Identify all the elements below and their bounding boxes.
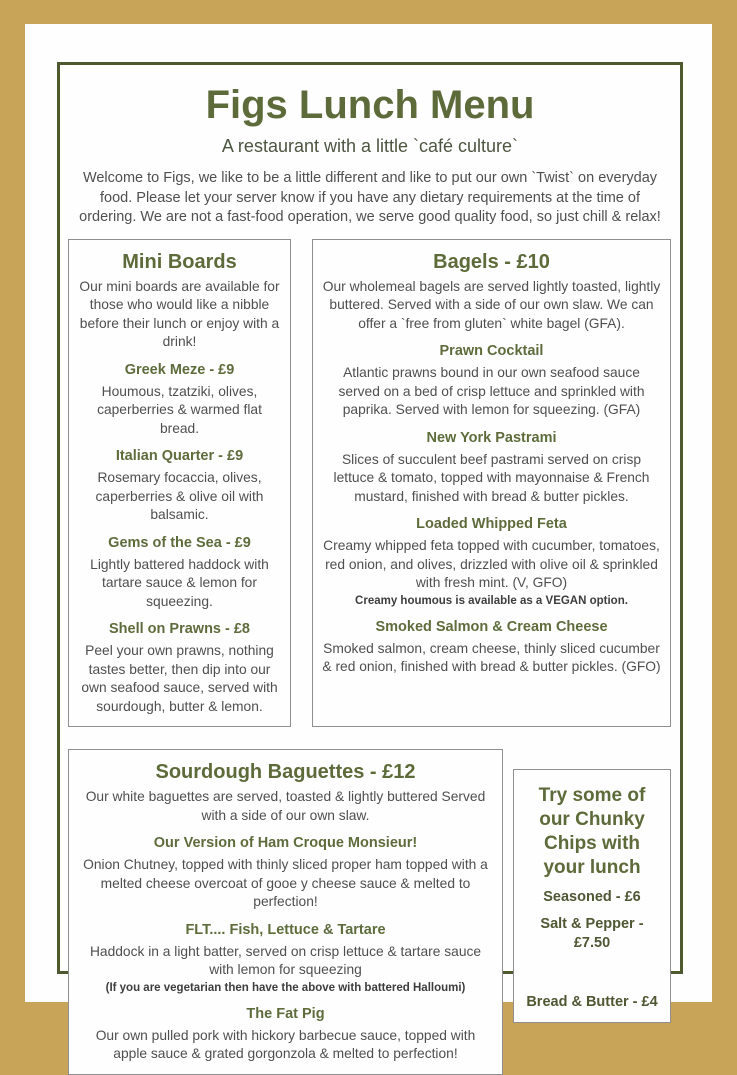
- section-sourdough-baguettes: [68, 749, 503, 1075]
- menu-item-description: Our own pulled pork with hickory barbecue sauce, topped with apple sauce & grated gorgonzola & melted to perfection!: [95, 1027, 476, 1061]
- menu-item-name: Salt & Pepper - £7.50: [540, 916, 644, 951]
- menu-item-description: Lightly battered haddock with tartare sauce & lemon for squeezing.: [90, 556, 269, 609]
- menu-item: [77, 1005, 494, 1064]
- menu-item-name: Shell on Prawns - £8: [108, 621, 250, 637]
- menu-item-note: (If you are vegetarian then have the above with battered Halloumi): [105, 981, 466, 994]
- menu-item: [321, 342, 662, 420]
- section-description: Our wholemeal bagels are served lightly toasted, lightly buttered. Served with a side of our own slaw. We can offer a `free from gluten` white bagel (GFA).: [322, 278, 661, 331]
- intro-text: Welcome to Figs, we like to be a little different and like to put our own `Twist` on everyday food. Please let your server know if you have any dietary requirements at the time of ordering. We are not a fast-food operation, we serve good quality food, so just chill & relax!: [79, 170, 661, 225]
- menu-item-name: Our Version of Ham Croque Monsieur!: [153, 835, 418, 851]
- menu-item: [77, 534, 282, 612]
- menu-item-name: Seasoned - £6: [543, 889, 641, 905]
- menu-page: [25, 24, 712, 1061]
- menu-item-name: Bread & Butter - £4: [526, 994, 658, 1010]
- menu-item-description: Creamy whipped feta topped with cucumber, tomatoes, red onion, and olives, drizzled with olive oil & sprinkled with fresh mint. (V, GFO): [323, 538, 660, 590]
- top-row: [60, 239, 680, 728]
- menu-item: [77, 834, 494, 912]
- menu-item: [77, 620, 282, 716]
- menu-item: [321, 515, 662, 609]
- menu-item-description: Haddock in a light batter, served on crisp lettuce & tartare sauce with lemon for squeezing: [89, 943, 482, 977]
- menu-item-name: Gems of the Sea - £9: [108, 534, 251, 551]
- section-title: Sourdough Baguettes - £12: [155, 761, 416, 783]
- menu-item-description: Atlantic prawns bound in our own seafood sauce served on a bed of crisp lettuce and sprinkled with paprika. Served with lemon for squeezing. (GFA): [338, 365, 645, 417]
- section-title: Bagels - £10: [433, 250, 550, 273]
- bottom-row: [60, 749, 680, 1075]
- menu-item: [77, 921, 494, 996]
- menu-item-description: Onion Chutney, topped with thinly sliced proper ham topped with a melted cheese overcoat of gooe y cheese sauce & melted to perfection!: [83, 857, 488, 909]
- menu-item-description: Houmous, tzatziki, olives, caperberries & warmed flat bread.: [97, 383, 262, 436]
- menu-header: [60, 65, 680, 228]
- menu-item-name: Prawn Cocktail: [439, 343, 544, 359]
- menu-item-description: Rosemary focaccia, olives, caperberries & olive oil with balsamic.: [95, 470, 264, 522]
- page-subtitle: A restaurant with a little `café culture`: [221, 136, 519, 156]
- section-bagels: [312, 239, 671, 728]
- menu-item-name: Italian Quarter - £9: [115, 448, 244, 464]
- menu-item: [321, 429, 662, 507]
- menu-item-description: Peel your own prawns, nothing tastes better, then dip into our own seafood sauce, served with sourdough, butter & lemon.: [81, 643, 278, 714]
- section-description: Our mini boards are available for those who would like a nibble before their lunch or enjoy with a drink!: [79, 278, 280, 349]
- menu-inner-frame: [57, 62, 683, 1061]
- menu-item-name: Smoked Salmon & Cream Cheese: [375, 618, 608, 635]
- section-title: Try some of our Chunky Chips with your lunch: [538, 785, 646, 878]
- menu-item-name: Greek Meze - £9: [124, 361, 235, 378]
- section-description: Our white baguettes are served, toasted & lightly buttered Served with a side of our own slaw.: [85, 789, 486, 823]
- menu-item: [321, 618, 662, 677]
- menu-item: [77, 447, 282, 525]
- menu-item-description: Slices of succulent beef pastrami served on crisp lettuce & tomato, topped with mayonnaise & French mustard, finished with bread & butter pickles.: [333, 451, 650, 504]
- menu-item-description: Smoked salmon, cream cheese, thinly sliced cucumber & red onion, finished with bread & butter pickles. (GFO): [322, 640, 661, 674]
- page-title: Figs Lunch Menu: [205, 83, 535, 127]
- menu-item-name: FLT.... Fish, Lettuce & Tartare: [185, 921, 386, 938]
- section-title: Mini Boards: [122, 250, 237, 273]
- menu-item-name: Loaded Whipped Feta: [416, 516, 567, 532]
- menu-item-note: Creamy houmous is available as a VEGAN option.: [355, 594, 628, 607]
- section-chunky-chips: [513, 769, 671, 1023]
- menu-item: [77, 361, 282, 439]
- menu-item-name: New York Pastrami: [426, 429, 557, 446]
- menu-item-name: The Fat Pig: [246, 1005, 325, 1022]
- section-mini-boards: [68, 239, 291, 728]
